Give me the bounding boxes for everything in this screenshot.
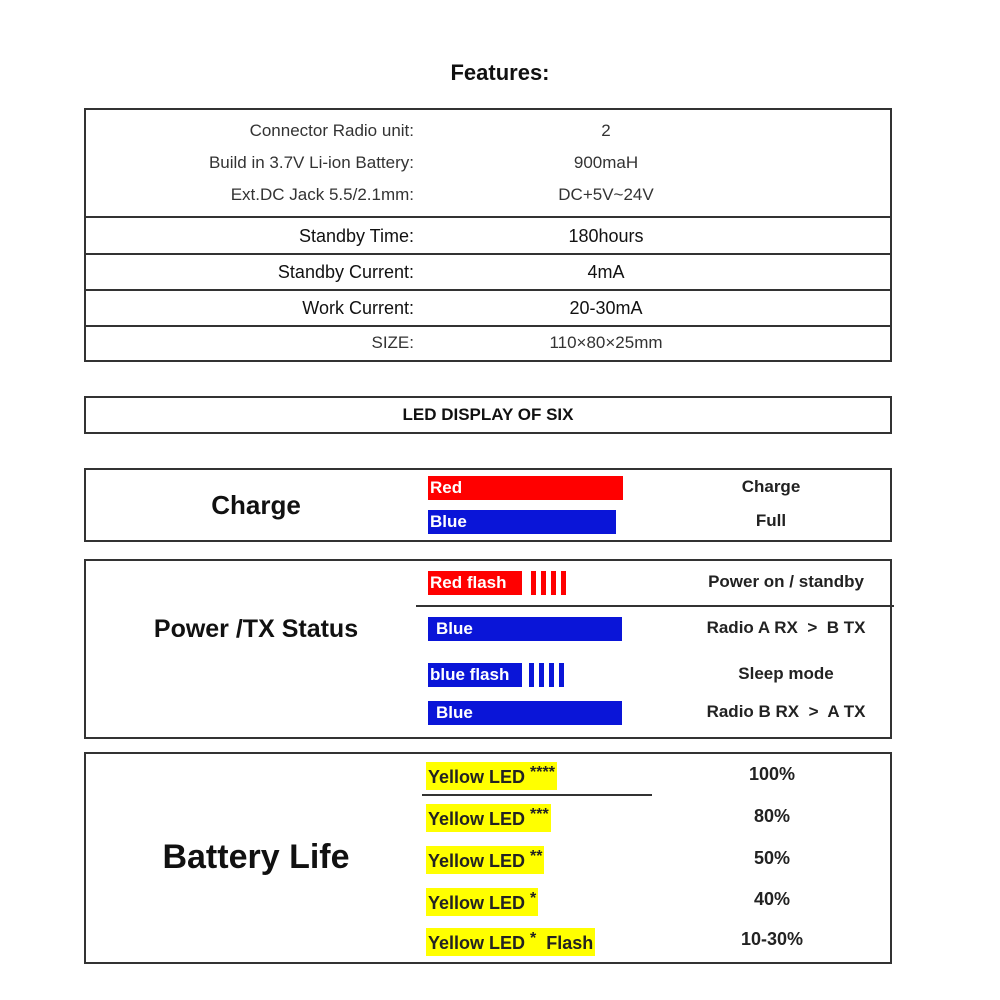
- led-blue: Blue: [428, 510, 616, 534]
- battery-stars: ***: [530, 806, 549, 823]
- battery-led-text: Yellow LED: [428, 933, 531, 953]
- features-table: [84, 108, 892, 362]
- battery-led-1-flash: [426, 928, 595, 956]
- feature-value: 2: [601, 121, 611, 140]
- battery-led-4: [426, 762, 557, 790]
- feature-label: Standby Time:: [298, 225, 414, 246]
- feature-value: DC+5V~24V: [558, 185, 654, 204]
- feature-row: [86, 254, 890, 290]
- battery-led-text: Yellow LED: [428, 809, 531, 829]
- feature-row: [86, 218, 890, 254]
- feature-label: Ext.DC Jack 5.5/2.1mm:: [230, 185, 414, 204]
- feature-label: SIZE:: [371, 333, 414, 352]
- red-flash-bars: [531, 571, 566, 595]
- charge-label: Charge: [211, 490, 301, 520]
- led-description: Power on / standby: [708, 572, 864, 591]
- led-display-title: LED DISPLAY OF SIX: [402, 405, 574, 424]
- battery-percent: 80%: [753, 806, 791, 826]
- page-title: Features:: [450, 60, 550, 85]
- feature-row: [86, 146, 890, 180]
- feature-label: Standby Current:: [277, 261, 414, 282]
- battery-led-text: Yellow LED: [428, 767, 531, 787]
- feature-value: 110×80×25mm: [549, 333, 663, 352]
- led-description: Full: [755, 511, 787, 530]
- feature-row: [86, 290, 890, 326]
- led-red: Red: [428, 476, 623, 500]
- power-tx-section: [84, 559, 892, 739]
- feature-value: 180hours: [568, 225, 644, 246]
- feature-row: [86, 178, 890, 212]
- feature-row: [86, 326, 890, 360]
- feature-label: Work Current:: [302, 297, 414, 318]
- feature-value: 20-30mA: [569, 297, 643, 318]
- led-blue: Blue: [428, 617, 622, 641]
- battery-led-text: Yellow LED: [428, 893, 531, 913]
- battery-percent: 50%: [753, 848, 791, 868]
- led-description: Radio B RX > A TX: [706, 702, 866, 721]
- feature-label: Build in 3.7V Li-ion Battery:: [208, 153, 414, 172]
- battery-percent: 10-30%: [740, 929, 804, 949]
- battery-led-text: Yellow LED: [428, 851, 531, 871]
- feature-label: Connector Radio unit:: [249, 121, 414, 140]
- battery-percent: 40%: [753, 889, 791, 909]
- battery-led-2: [426, 846, 544, 874]
- led-description: Sleep mode: [738, 664, 834, 683]
- battery-led-1: [426, 888, 538, 916]
- feature-row: [86, 114, 890, 148]
- battery-percent: 100%: [748, 764, 796, 784]
- led-blue-flash: blue flash: [428, 663, 522, 687]
- battery-life-section: [84, 752, 892, 964]
- led-display-header: [84, 396, 892, 434]
- battery-led-3: [426, 804, 551, 832]
- feature-value: 900maH: [573, 153, 639, 172]
- power-tx-label: Power /TX Status: [153, 615, 359, 643]
- led-description: Charge: [741, 477, 801, 496]
- led-description: Radio A RX > B TX: [706, 618, 866, 637]
- feature-value: 4mA: [587, 261, 625, 282]
- battery-life-label: Battery Life: [162, 838, 350, 876]
- battery-flash-text: Flash: [536, 933, 594, 953]
- battery-stars: *: [530, 890, 537, 907]
- battery-stars: **: [530, 848, 543, 865]
- battery-stars: *: [530, 930, 537, 947]
- battery-stars: ****: [530, 764, 555, 781]
- charge-section: [84, 468, 892, 542]
- row-divider: [422, 794, 652, 796]
- row-divider: [416, 605, 894, 607]
- led-red-flash: Red flash: [428, 571, 522, 595]
- led-blue: Blue: [428, 701, 622, 725]
- blue-flash-bars: [529, 663, 564, 687]
